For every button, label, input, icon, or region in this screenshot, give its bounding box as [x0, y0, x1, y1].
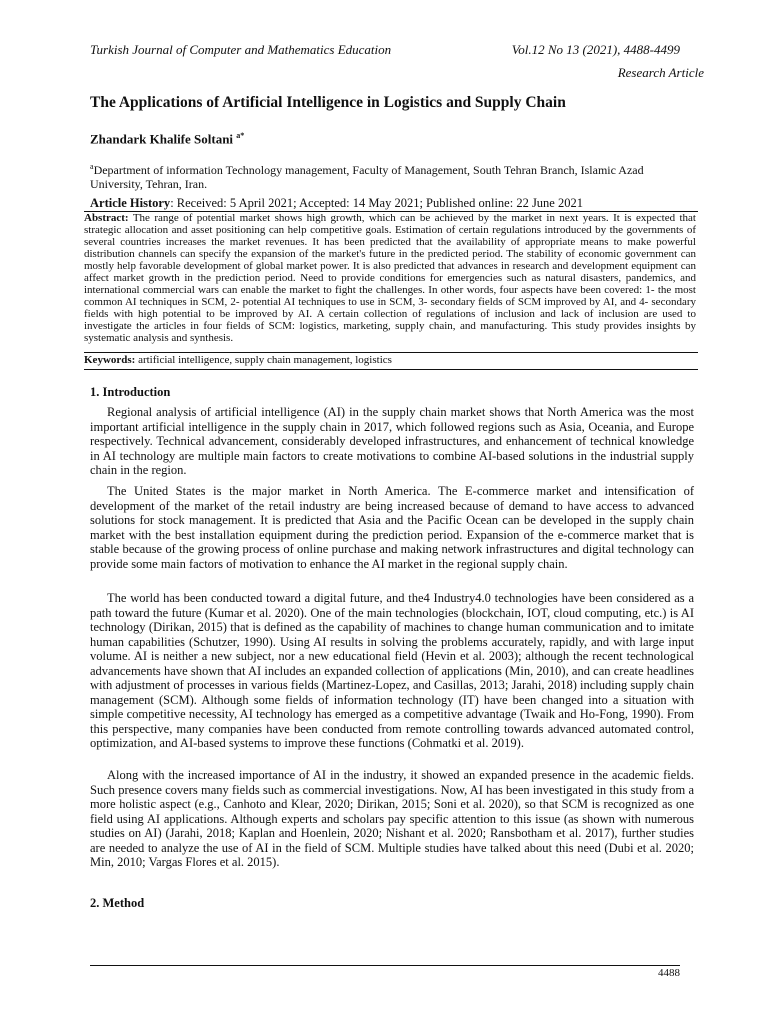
paragraph-4: Along with the increased importance of AI in the industry, it showed an expanded presence in the academic fields. Such presence covers many fields such as commercial investigations. Now, AI has been investigated in this study from a more holistic aspect (e.g., Canhoto and Klear, 2020; Dirikan, 2015; Soni et al. 2020), so that SCM is recognized as one field using AI applications. Although experts and scholars pay specific attention to this issue (as shown with numerous studies on AI) (Jarahi, 2018; Kaplan and Hoenlein, 2020; Nishant et al. 2020; Ransbotham et al. 2017), further studies are needed to analyze the use of AI in the field of SCM. Multiple studies have talked about this need (Dubi et al. 2020; Min, 2010; Vargas Flores et al. 2015). — [90, 768, 694, 869]
paragraph-3: The world has been conducted toward a digital future, and the4 Industry4.0 technologies have been considered as a path toward the future (Kumar et al. 2020). One of the main technologies (blockchain, IOT, cloud computing, etc.) is AI technology (Dirikan, 2015) that is defined as the capability of machines to change human communication and to imitate human capabilities (Schutzer, 1990). Using AI results in solving the problems accurately, rapidly, and with large input volume. AI is neither a new subject, nor a new educational field (Hevin et al. 2003); although the recent technological advancements have shown that AI includes an expanded collection of applications (Min, 2010), and can create headlines with adjustment of processes in various fields (Martinez-Lopez, and Casillas, 2013; Jarahi, 2018) including supply chain management (SCM). Although some fields of information technology (IT) have been changed into a situation with simple competitive necessity, AI technology has emerged as a competitive advantage (Twaik and Ho-Fong, 1990). From this perspective, many companies have been conducted from remote controlling towards advanced automated control, optimization, and AI-based systems to improve these functions (Cohmatki et al. 2019). — [90, 591, 694, 750]
section-heading-method: 2. Method — [90, 896, 145, 910]
article-history — [90, 196, 583, 211]
volume-info: Vol.12 No 13 (2021), 4488-4499 — [511, 42, 680, 57]
author-mark: a* — [236, 131, 245, 140]
author-name: Zhandark Khalife Soltani — [90, 131, 234, 147]
article-type: Research Article — [617, 65, 704, 80]
keywords-label: Keywords: — [84, 354, 136, 366]
author — [90, 131, 244, 147]
affiliation-text: Department of information Technology management, Faculty of Management, South Tehran Branch, Islamic Azad University, Tehran, Iran. — [90, 163, 644, 191]
footer-rule — [90, 965, 680, 966]
page-number: 4488 — [658, 967, 680, 979]
keywords — [84, 354, 392, 366]
abstract-label: Abstract: — [84, 212, 129, 224]
keywords-bottom-rule — [84, 369, 698, 370]
affiliation-mark: a — [90, 162, 94, 171]
journal-name: Turkish Journal of Computer and Mathematics Education — [90, 42, 392, 57]
section-heading-introduction: 1. Introduction — [90, 385, 171, 399]
paragraph-1: Regional analysis of artificial intelligence (AI) in the supply chain market shows that North America was the most important artificial intelligence in the supply chain in 2017, which followed regions such as Asia, Oceania, and Europe respectively. Technical advancement, considerably developed infrastructures, and enhancement of technical knowledge in AI technology are multiple main factors to create motivations to combine AI-based solutions in the industrial supply chain in the region. — [90, 405, 694, 477]
history-text: : Received: 5 April 2021; Accepted: 14 May 2021; Published online: 22 June 2021 — [170, 196, 583, 210]
abstract — [84, 212, 696, 344]
affiliation — [90, 160, 695, 191]
abstract-text: The range of potential market shows high growth, which can be achieved by the market in next years. It is expected that strategic allocation and asset positioning can help competitive goals. Estimation of certain regulations introduced by the governments of several countries increases the market revenues. It has been predicted that the availability of appropriate means to make powerful distribution channels can specify the expansion of the market's future in the predicted period. The stability of economic government can mostly help favorable development of global market power. It is also predicted that advances in research and development equipment can affect market growth in the prediction period. Need to provide conditions for emergencies such as natural disasters, pandemics, and international commercial wars can enable the market to fight the challenges. In other words, four aspects have been covered: 1- the most common AI techniques in SCM, 2- potential AI techniques to use in SCM, 3- secondary fields of SCM improved by AI, and 4- secondary fields with high potential to be improved by AI. A certain collection of regulations of inclusion and lack of inclusion are used to investigate the articles in four fields of SCM: logistics, marketing, supply chain, and manufacturing. This study provides insights by systematic analysis and synthesis. — [84, 212, 696, 344]
keywords-text: artificial intelligence, supply chain management, logistics — [135, 354, 392, 366]
paper-title: The Applications of Artificial Intelligence in Logistics and Supply Chain — [90, 94, 566, 111]
keywords-top-rule — [84, 352, 698, 353]
paragraph-2: The United States is the major market in North America. The E-commerce market and intensification of development of the market of the retail industry are being increased because of demand to have access to advanced solutions for stock management. It is predicted that Asia and the Pacific Ocean can be developed in the supply chain market with the best installation equipment during the prediction period. Expansion of the e-commerce market that is stable because of the growing process of online purchase and making network infrastructures and digital technology can provide some main factors of motivation to enhance the AI market in the regional supply chain. — [90, 484, 694, 571]
history-label: Article History — [90, 196, 171, 210]
